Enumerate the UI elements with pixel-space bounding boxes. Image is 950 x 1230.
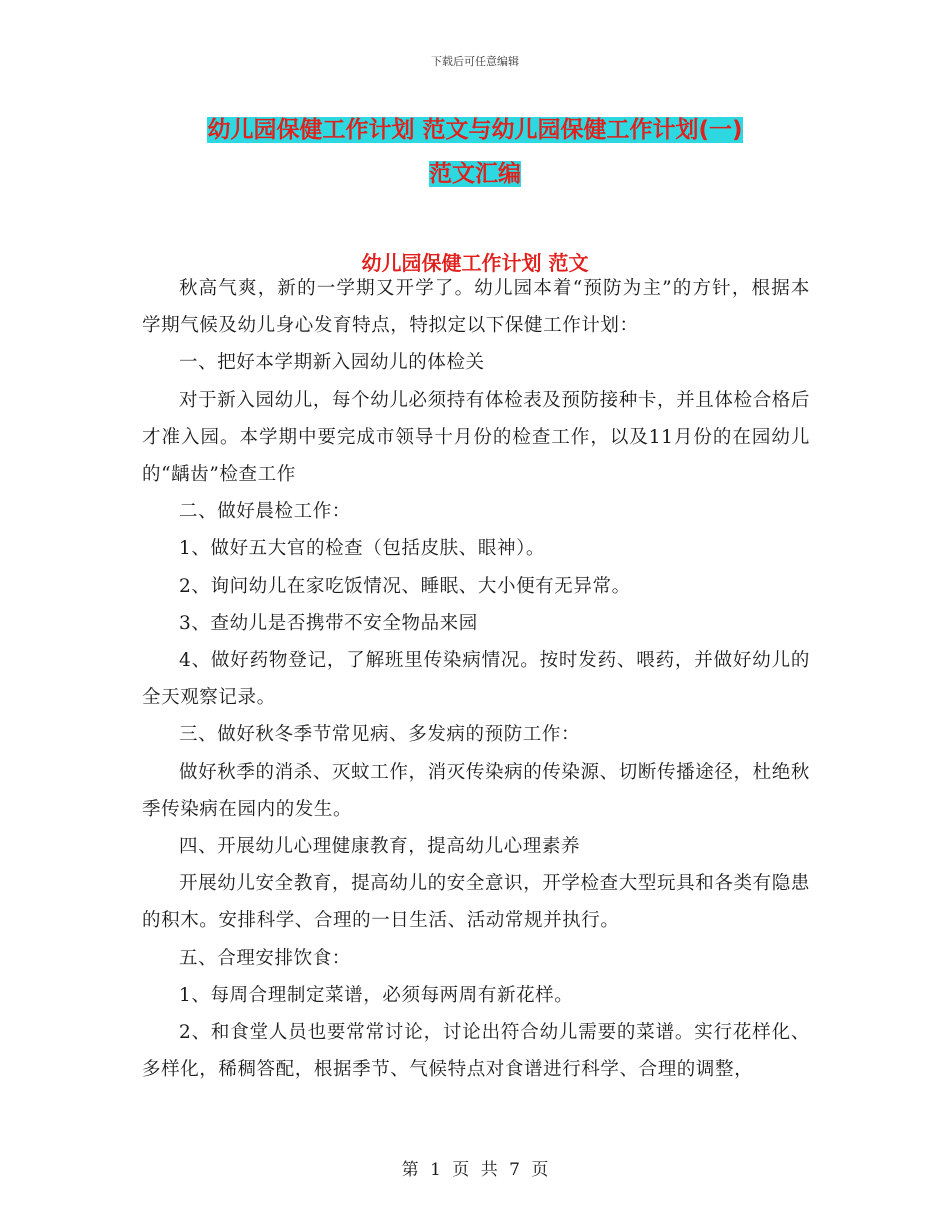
- document-title-text-1: 幼儿园保健工作计划 范文与幼儿园保健工作计划(一): [207, 117, 743, 143]
- section-title: 幼儿园保健工作计划 范文: [361, 251, 589, 275]
- paragraph: 1、每周合理制定菜谱，必须每两周有新花样。: [179, 984, 574, 1006]
- document-body: [142, 270, 810, 1088]
- header-note: 下载后可任意编辑: [431, 55, 519, 68]
- paragraph: 对于新入园幼儿，每个幼儿必须持有体检表及预防接种卡，并且体检合格后才准入园。本学期中要完成市领导十月份的检查工作，以及11月份的在园幼儿的“龋齿”检查工作: [142, 389, 810, 486]
- paragraph: 三、做好秋冬季节常见病、多发病的预防工作：: [179, 724, 581, 746]
- paragraph: 4、做好药物登记，了解班里传染病情况。按时发药、喂药，并做好幼儿的全天观察记录。: [142, 650, 810, 709]
- document-title-text-2: 范文汇编: [429, 161, 521, 187]
- paragraph: 做好秋季的消杀、灭蚊工作，消灭传染病的传染源、切断传播途径，杜绝秋季传染病在园内的发生。: [142, 761, 810, 820]
- paragraph: 一、把好本学期新入园幼儿的体检关: [179, 352, 485, 374]
- paragraph: 二、做好晨检工作：: [179, 501, 351, 523]
- document-title-line-1: [0, 112, 950, 148]
- paragraph: 四、开展幼儿心理健康教育，提高幼儿心理素养: [179, 836, 581, 858]
- paragraph: 开展幼儿安全教育，提高幼儿的安全意识，开学检查大型玩具和各类有隐患的积木。安排科学、合理的一日生活、活动常规并执行。: [142, 873, 810, 932]
- document-title-line-2: [0, 156, 950, 192]
- paragraph: 2、和食堂人员也要常常讨论，讨论出符合幼儿需要的菜谱。实行花样化、多样化，稀稠答配，根据季节、气候特点对食谱进行科学、合理的调整，: [142, 1022, 810, 1081]
- paragraph: 2、询问幼儿在家吃饭情况、睡眠、大小便有无异常。: [179, 575, 631, 597]
- page-footer: 第 1 页 共 7 页: [401, 1160, 549, 1180]
- paragraph: 1、做好五大官的检查（包括皮肤、眼神）。: [179, 538, 546, 560]
- paragraph: 3、查幼儿是否携带不安全物品来园: [179, 612, 478, 634]
- paragraph: 五、合理安排饮食：: [179, 947, 351, 969]
- paragraph: 秋高气爽，新的一学期又开学了。幼儿园本着“预防为主”的方针，根据本学期气候及幼儿身心发育特点，特拟定以下保健工作计划：: [142, 278, 810, 337]
